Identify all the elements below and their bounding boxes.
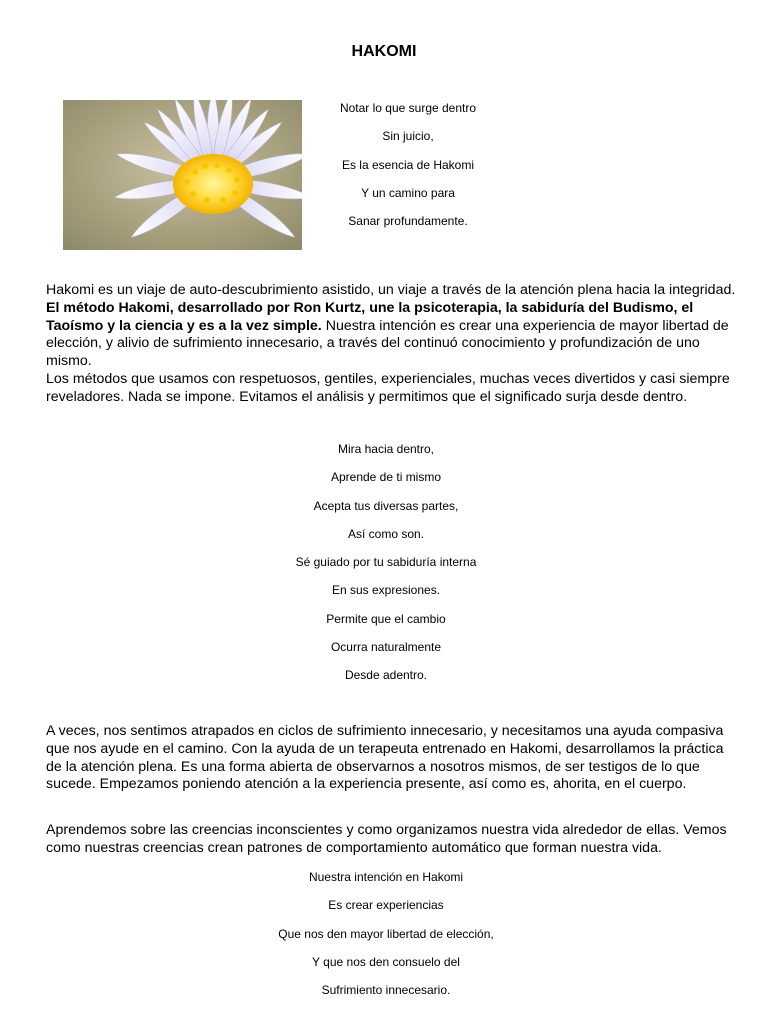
paragraph: Aprendemos sobre las creencias inconscientes y como organizamos nuestra vida alrededor de ellas. Vemos como nuestras creencias crean patrones de comportamiento automático que forman nuestra vida.	[46, 822, 727, 856]
lotus-flower-photo	[63, 100, 302, 250]
verse-line: Permite que el cambio	[326, 611, 446, 626]
verse-line: Sé guiado por tu sabiduría interna	[295, 555, 477, 570]
verse-line: Así como son.	[347, 526, 425, 541]
verse-line: Sin juicio,	[382, 129, 434, 144]
paragraph: Los métodos que usamos con respetuosos, gentiles, experienciales, muchas veces divertidos y casi siempre reveladores. Nada se impone. Evitamos el análisis y permitimos que el significado surja desde dentro.	[46, 370, 730, 405]
paragraph: A veces, nos sentimos atrapados en ciclos de sufrimiento innecesario, y necesitamos una ayuda compasiva que nos ayude en el camino. Con la ayuda de un terapeuta entrenado en Hakomi, desarrollamos la práctica de la atención plena. Es una forma abierta de observarnos a nosotros mismos, de ser testigos de lo que sucede. Empezamos poniendo atención a la experiencia presente, así como es, ahorita, en el cuerpo.	[46, 723, 724, 793]
paragraph: Hakomi es un viaje de auto-descubrimiento asistido, un viaje a través de la atención plena hacia la integridad.	[46, 282, 736, 298]
verse-line: Ocurra naturalmente	[330, 640, 442, 655]
bold-text: El método Hakomi, desarrollado por Ron Kurtz, une la psicoterapia, la sabiduría del Budismo, el Taoísmo y la ciencia y es a la vez simple.	[46, 299, 694, 334]
verse-line: Es crear experiencias	[328, 898, 444, 913]
verse-line: Nuestra intención en Hakomi	[308, 870, 464, 884]
page-title: HAKOMI	[351, 43, 417, 60]
lotus-flower-icon	[63, 100, 302, 250]
intro-paragraphs	[46, 282, 736, 407]
verse-line: Es la esencia de Hakomi	[341, 157, 475, 172]
paragraph	[46, 300, 736, 371]
verse-line: Aprende de ti mismo	[330, 470, 442, 485]
verse-line: En sus expresiones.	[331, 583, 441, 598]
verse-line: Sanar profundamente.	[348, 214, 468, 229]
closing-verse	[0, 870, 768, 1011]
body-paragraph	[46, 822, 736, 858]
verse-line: Y que nos den consuelo del	[312, 954, 460, 969]
verse-line: Sufrimiento innecesario.	[321, 983, 451, 998]
middle-verse	[0, 442, 768, 697]
verse-line: Acepta tus diversas partes,	[313, 498, 459, 513]
paragraph-text: Nuestra intención es crear una experiencia de mayor libertad de elección, y alivio de sufrimiento innecesario, a través del continuó conocimiento y profundización de uno mismo.	[46, 317, 729, 370]
verse-line: Que nos den mayor libertad de elección,	[278, 926, 494, 941]
verse-line: Mira hacia dentro,	[337, 442, 435, 456]
verse-line: Notar lo que surge dentro	[339, 101, 477, 115]
verse-line: Desde adentro.	[344, 668, 428, 683]
verse-line: Y un camino para	[361, 185, 455, 200]
body-paragraph	[46, 723, 736, 794]
intro-verse	[308, 101, 508, 242]
